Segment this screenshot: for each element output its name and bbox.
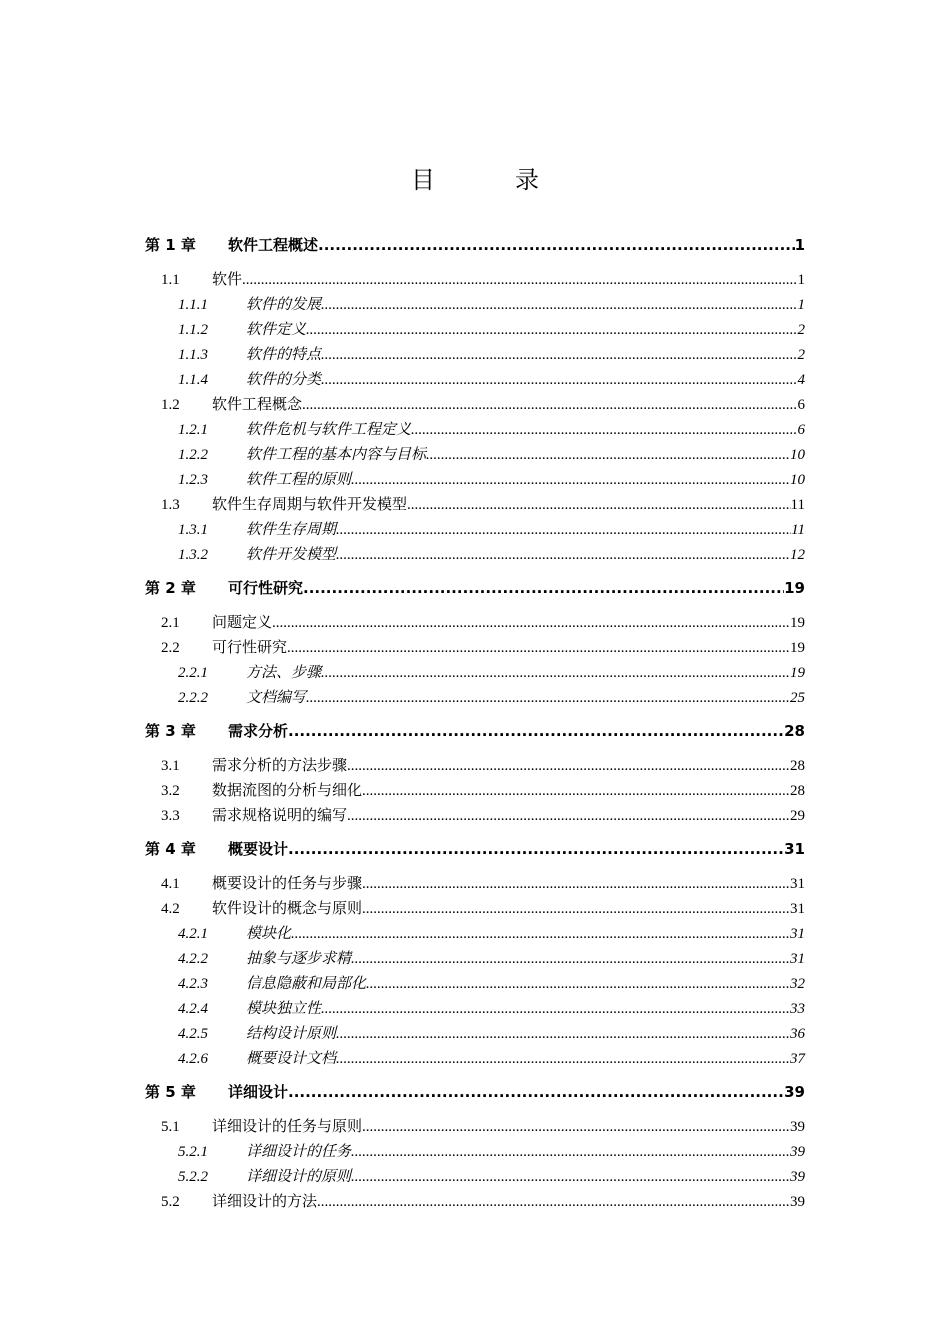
toc-entry-label: 文档编写: [246, 690, 307, 706]
toc-title: 目 录: [411, 168, 567, 194]
toc-entry-number: 第 5 章: [145, 1083, 196, 1101]
toc-entry[interactable]: [145, 838, 805, 863]
toc-entry-label: 详细设计的任务: [246, 1144, 352, 1160]
toc-leader-dots: [288, 840, 784, 858]
toc-entry[interactable]: [145, 234, 805, 259]
toc-entry[interactable]: [145, 972, 805, 997]
toc-page-number: 1: [794, 236, 805, 254]
toc-entry-label: 软件工程概念: [212, 397, 303, 413]
toc-entry-number: 1.2.1: [178, 422, 208, 438]
toc-page-number: 28: [784, 722, 805, 740]
toc-leader-dots: [321, 1001, 790, 1018]
toc-page-number: 29: [790, 808, 805, 824]
toc-leader-dots: [407, 497, 791, 514]
toc-entry-number: 2.1: [161, 615, 180, 631]
toc-page-number: 36: [790, 1026, 805, 1042]
toc-entry-label: 详细设计的方法: [212, 1194, 318, 1210]
toc-page-number: 1: [797, 297, 805, 313]
toc-entry-number: 4.2.1: [178, 926, 208, 942]
toc-leader-dots: [362, 876, 790, 893]
toc-entry[interactable]: [145, 1047, 805, 1072]
toc-entry[interactable]: [145, 1140, 805, 1165]
toc-entry-number: 1.1: [161, 272, 180, 288]
toc-entry-label: 抽象与逐步求精: [246, 951, 352, 967]
toc-leader-dots: [306, 322, 797, 339]
toc-leader-dots: [302, 397, 797, 414]
toc-entry[interactable]: [145, 947, 805, 972]
toc-entry[interactable]: [145, 754, 805, 779]
toc-leader-dots: [426, 447, 790, 464]
toc-page-number: 33: [790, 1001, 805, 1017]
toc-leader-dots: [318, 236, 795, 254]
toc-entry-number: 1.2.2: [178, 447, 208, 463]
toc-leader-dots: [362, 783, 790, 800]
toc-entry-number: 第 3 章: [145, 722, 196, 740]
toc-entry-label: 软件的发展: [246, 297, 322, 313]
toc-leader-dots: [291, 926, 790, 943]
toc-page-number: 4: [797, 372, 805, 388]
toc-page-number: 12: [790, 547, 805, 563]
toc-entry[interactable]: [145, 443, 805, 468]
toc-entry-number: 1.1.3: [178, 347, 208, 363]
toc-leader-dots: [321, 665, 790, 682]
toc-leader-dots: [321, 297, 797, 314]
toc-entry-label: 软件开发模型: [246, 547, 337, 563]
toc-page-number: 31: [790, 926, 805, 942]
toc-entry-label: 软件定义: [246, 322, 307, 338]
toc-entry-label: 需求分析: [228, 722, 289, 740]
toc-page-number: 6: [797, 397, 805, 413]
toc-entry-number: 第 4 章: [145, 840, 196, 858]
toc-leader-dots: [362, 1119, 790, 1136]
toc-entry-number: 1.2: [161, 397, 180, 413]
toc-leader-dots: [321, 347, 797, 364]
toc-entry-label: 软件工程的基本内容与目标: [246, 447, 427, 463]
toc-entry[interactable]: [145, 318, 805, 343]
toc-entry-number: 1.3: [161, 497, 180, 513]
toc-page-number: 10: [790, 447, 805, 463]
toc-leader-dots: [336, 547, 790, 564]
toc-page-number: 39: [784, 1083, 805, 1101]
toc-page-number: 39: [790, 1119, 805, 1135]
toc-entry-label: 需求分析的方法步骤: [212, 758, 348, 774]
toc-entry[interactable]: [145, 518, 805, 543]
toc-entry-label: 软件的特点: [246, 347, 322, 363]
toc-entry-label: 软件: [212, 272, 243, 288]
toc-leader-dots: [411, 422, 797, 439]
toc-entry-number: 1.1.4: [178, 372, 208, 388]
toc-entry[interactable]: [145, 293, 805, 318]
toc-page-number: 39: [790, 1194, 805, 1210]
toc-entry[interactable]: [145, 1115, 805, 1140]
toc-leader-dots: [351, 951, 790, 968]
toc-entry[interactable]: [145, 804, 805, 829]
toc-entry-number: 4.2.3: [178, 976, 208, 992]
toc-page-number: 10: [790, 472, 805, 488]
toc-entry-label: 模块独立性: [246, 1001, 322, 1017]
toc-entry[interactable]: [145, 543, 805, 568]
toc-page-number: 19: [790, 615, 805, 631]
toc-entry-label: 概要设计文档: [246, 1051, 337, 1067]
toc-entry-label: 模块化: [246, 926, 292, 942]
toc-leader-dots: [288, 722, 784, 740]
toc-entry[interactable]: [145, 611, 805, 636]
toc-page-number: 11: [791, 522, 805, 538]
toc-entry[interactable]: [145, 577, 805, 602]
toc-page-number: 28: [790, 758, 805, 774]
toc-entry-label: 方法、步骤: [246, 665, 322, 681]
toc-entry-label: 结构设计原则: [246, 1026, 337, 1042]
toc-entry-label: 软件危机与软件工程定义: [246, 422, 412, 438]
toc-entry[interactable]: [145, 468, 805, 493]
toc-entry-label: 软件生存周期: [246, 522, 337, 538]
toc-entry-number: 5.1: [161, 1119, 180, 1135]
toc-entry[interactable]: [145, 1190, 805, 1215]
toc-entry[interactable]: [145, 661, 805, 686]
toc-page-number: 11: [790, 497, 805, 513]
toc-entry[interactable]: [145, 1165, 805, 1190]
toc-entry-number: 1.1.1: [178, 297, 208, 313]
toc-entry-label: 概要设计: [228, 840, 289, 858]
toc-entry-label: 详细设计的任务与原则: [212, 1119, 363, 1135]
toc-leader-dots: [242, 272, 797, 289]
toc-leader-dots: [272, 615, 790, 632]
toc-leader-dots: [336, 522, 791, 539]
toc-entry[interactable]: [145, 686, 805, 711]
toc-entry-label: 软件工程的原则: [246, 472, 352, 488]
toc-entry[interactable]: [145, 418, 805, 443]
toc-entry-label: 可行性研究: [212, 640, 288, 656]
toc-entry[interactable]: [145, 922, 805, 947]
toc-page-number: 39: [790, 1169, 805, 1185]
toc-page-number: 2: [797, 347, 805, 363]
toc-leader-dots: [336, 1026, 790, 1043]
toc-entry-number: 3.3: [161, 808, 180, 824]
toc-entry-number: 2.2: [161, 640, 180, 656]
table-of-contents: [145, 234, 805, 1215]
toc-entry-number: 4.2.6: [178, 1051, 208, 1067]
toc-entry-number: 4.2: [161, 901, 180, 917]
toc-page-number: 19: [790, 665, 805, 681]
toc-entry-number: 5.2.2: [178, 1169, 208, 1185]
toc-entry-number: 2.2.1: [178, 665, 208, 681]
toc-entry-number: 3.2: [161, 783, 180, 799]
toc-leader-dots: [336, 1051, 790, 1068]
toc-leader-dots: [351, 472, 790, 489]
toc-page-number: 31: [784, 840, 805, 858]
toc-page-number: 25: [790, 690, 805, 706]
toc-entry-number: 4.2.2: [178, 951, 208, 967]
toc-entry-number: 1.3.2: [178, 547, 208, 563]
toc-leader-dots: [351, 1144, 790, 1161]
toc-leader-dots: [347, 808, 790, 825]
toc-entry[interactable]: [145, 897, 805, 922]
toc-page-number: 31: [790, 951, 805, 967]
toc-entry-number: 第 2 章: [145, 579, 196, 597]
toc-entry-label: 详细设计的原则: [246, 1169, 352, 1185]
toc-entry[interactable]: [145, 779, 805, 804]
toc-entry-number: 1.3.1: [178, 522, 208, 538]
toc-page-number: 37: [790, 1051, 805, 1067]
toc-entry-number: 5.2.1: [178, 1144, 208, 1160]
toc-page-number: 31: [790, 901, 805, 917]
toc-leader-dots: [317, 1194, 790, 1211]
toc-entry[interactable]: [145, 493, 805, 518]
toc-entry-label: 详细设计: [228, 1083, 289, 1101]
toc-leader-dots: [306, 690, 790, 707]
toc-entry-number: 4.2.4: [178, 1001, 208, 1017]
toc-page-number: 28: [790, 783, 805, 799]
toc-entry[interactable]: [145, 997, 805, 1022]
toc-leader-dots: [288, 1083, 784, 1101]
toc-entry-label: 软件工程概述: [228, 236, 319, 254]
toc-leader-dots: [303, 579, 784, 597]
toc-entry[interactable]: [145, 636, 805, 661]
toc-page-number: 39: [790, 1144, 805, 1160]
toc-entry-number: 第 1 章: [145, 236, 196, 254]
toc-entry-label: 软件设计的概念与原则: [212, 901, 363, 917]
toc-leader-dots: [366, 976, 790, 993]
toc-entry-number: 1.2.3: [178, 472, 208, 488]
toc-page-number: 19: [790, 640, 805, 656]
toc-entry-number: 2.2.2: [178, 690, 208, 706]
toc-leader-dots: [347, 758, 790, 775]
toc-entry[interactable]: [145, 872, 805, 897]
toc-entry[interactable]: [145, 368, 805, 393]
toc-page-number: 19: [784, 579, 805, 597]
toc-entry-number: 4.1: [161, 876, 180, 892]
toc-entry-label: 问题定义: [212, 615, 273, 631]
toc-entry[interactable]: [145, 1081, 805, 1106]
toc-page-number: 6: [797, 422, 805, 438]
toc-entry-number: 5.2: [161, 1194, 180, 1210]
toc-leader-dots: [287, 640, 790, 657]
toc-entry[interactable]: [145, 720, 805, 745]
toc-page-number: 32: [790, 976, 805, 992]
toc-entry-label: 数据流图的分析与细化: [212, 783, 363, 799]
toc-page-number: 31: [790, 876, 805, 892]
toc-leader-dots: [362, 901, 790, 918]
toc-entry[interactable]: [145, 393, 805, 418]
toc-page-number: 1: [797, 272, 805, 288]
toc-entry[interactable]: [145, 1022, 805, 1047]
toc-entry-label: 软件的分类: [246, 372, 322, 388]
toc-entry[interactable]: [145, 268, 805, 293]
toc-entry-number: 1.1.2: [178, 322, 208, 338]
toc-entry[interactable]: [145, 343, 805, 368]
toc-page-number: 2: [797, 322, 805, 338]
toc-entry-label: 需求规格说明的编写: [212, 808, 348, 824]
toc-entry-label: 可行性研究: [228, 579, 304, 597]
toc-entry-number: 3.1: [161, 758, 180, 774]
toc-leader-dots: [351, 1169, 790, 1186]
toc-entry-number: 4.2.5: [178, 1026, 208, 1042]
toc-leader-dots: [321, 372, 797, 389]
toc-entry-label: 概要设计的任务与步骤: [212, 876, 363, 892]
toc-entry-label: 软件生存周期与软件开发模型: [212, 497, 408, 513]
toc-entry-label: 信息隐蔽和局部化: [246, 976, 367, 992]
